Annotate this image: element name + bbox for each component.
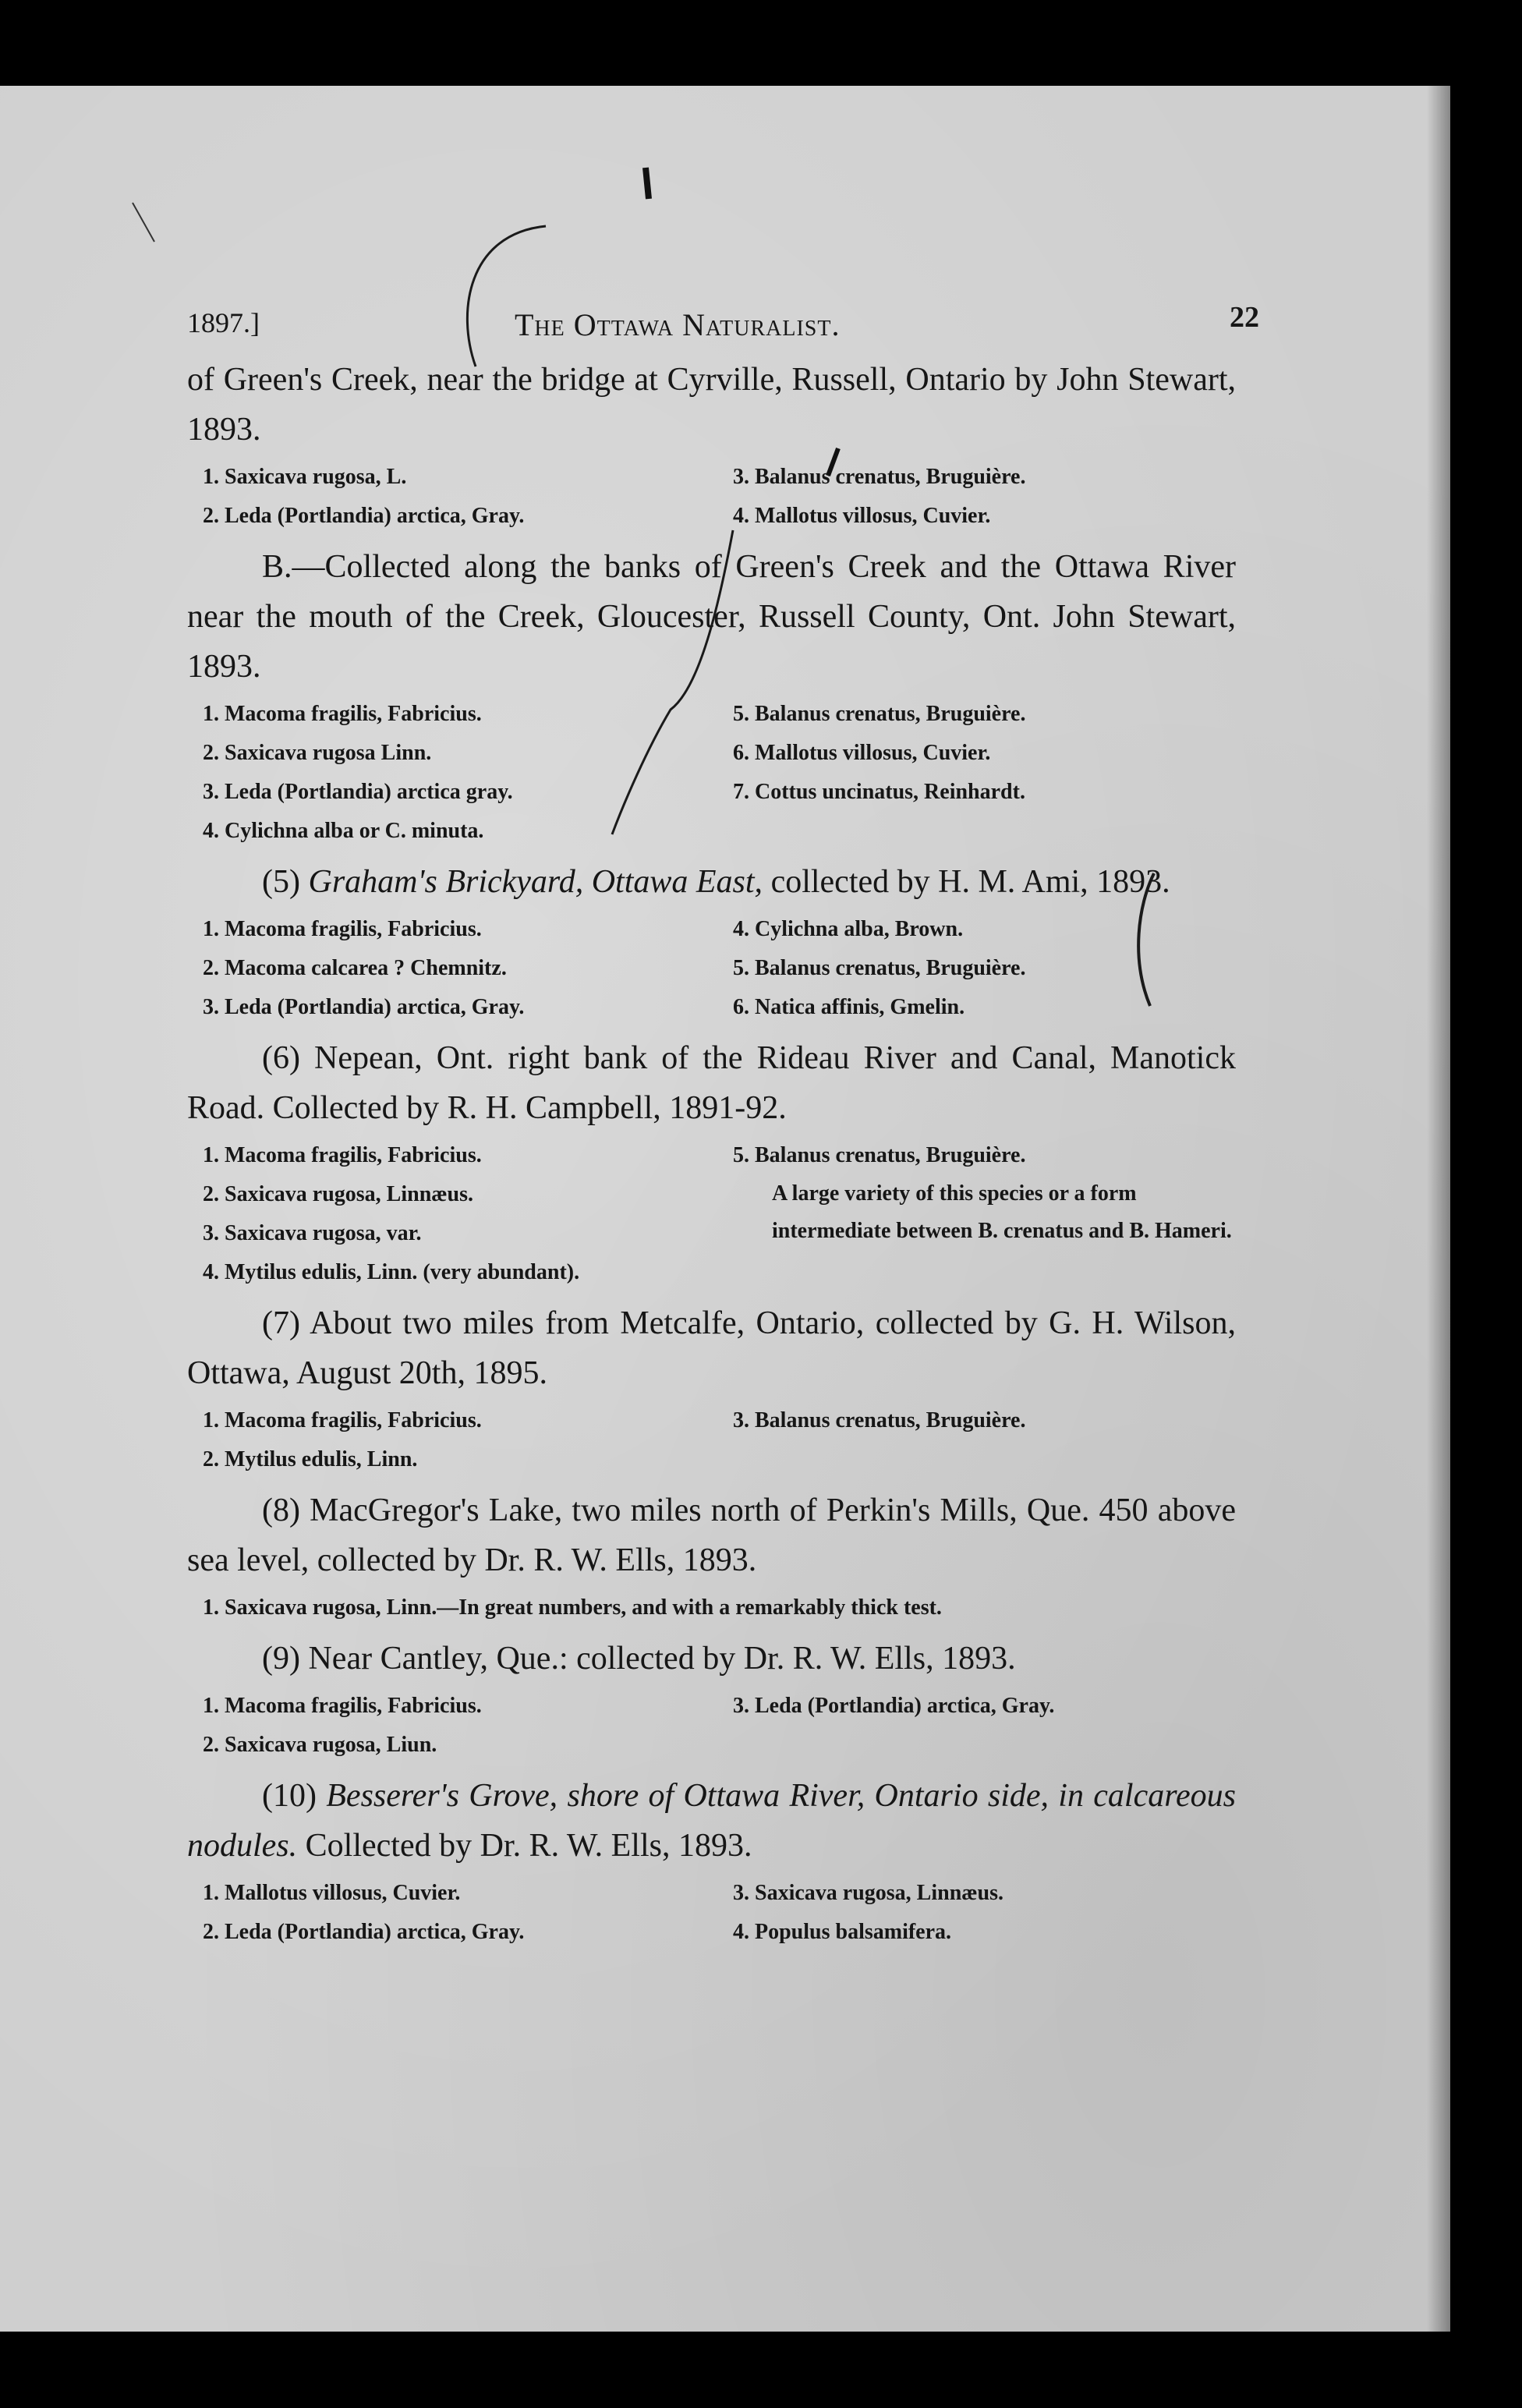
page-number: 22 [1230, 301, 1259, 334]
list-item: 1. Macoma fragilis, Fabricius. [203, 702, 482, 726]
species-list [203, 458, 1236, 536]
list-item: 1. Macoma fragilis, Fabricius. [203, 917, 482, 941]
species-note: A large variety of this species or a form intermediate between B. crenatus and B. Hameri. [772, 1181, 1232, 1243]
list-item: 4. Populus balsamifera. [733, 1920, 952, 1944]
list-item: 4. Cylichna alba, Brown. [733, 917, 964, 941]
paragraph: (9) Near Cantley, Que.: collected by Dr. R. W. Ells, 1893. [262, 1641, 1016, 1677]
paragraph-rest: collected by H. M. Ami, 1893. [763, 864, 1170, 900]
paragraph: B.—Collected along the banks of Green's Creek and the Ottawa River near the mouth of the Creek, Gloucester, Russell County, Ont. John Stewart, 1893. [187, 549, 1236, 685]
paragraph-prefix: (10) [262, 1778, 327, 1814]
list-item: 3. Saxicava rugosa, var. [203, 1221, 422, 1245]
paragraph-rest: Collected by Dr. R. W. Ells, 1893. [297, 1828, 752, 1864]
list-item: 1. Macoma fragilis, Fabricius. [203, 1694, 482, 1718]
paragraph-prefix: (5) [262, 864, 309, 900]
list-item: 5. Balanus crenatus, Bruguière. [733, 956, 1026, 980]
list-item: 1. Macoma fragilis, Fabricius. [203, 1143, 482, 1167]
paragraph: (8) MacGregor's Lake, two miles north of Perkin's Mills, Que. 450 above sea level, collected by Dr. R. W. Ells, 1893. [187, 1493, 1236, 1578]
list-item: 3. Saxicava rugosa, Linnæus. [733, 1881, 1003, 1905]
species-list [203, 1588, 1236, 1627]
locality-italic: Besserer's Grove, shore of Ottawa River, Ontario side, in calcareous nodules. [187, 1778, 1236, 1864]
list-item: 2. Macoma calcarea ? Chemnitz. [203, 956, 507, 980]
list-item: 3. Balanus crenatus, Bruguière. [733, 465, 1026, 489]
paragraph: of Green's Creek, near the bridge at Cyrville, Russell, Ontario by John Stewart, 1893. [187, 362, 1236, 448]
paragraph: (6) Nepean, Ont. right bank of the Rideau River and Canal, Manotick Road. Collected by R. H. Campbell, 1891-92. [187, 1040, 1236, 1126]
list-item: 7. Cottus uncinatus, Reinhardt. [733, 780, 1025, 804]
list-item: 2. Leda (Portlandia) arctica, Gray. [203, 1920, 525, 1944]
list-item: 2. Saxicava rugosa Linn. [203, 741, 432, 765]
header-year: 1897.] [187, 307, 260, 338]
species-list [203, 695, 1236, 851]
species-list [203, 910, 1236, 1027]
journal-title: The Ottawa Naturalist. [515, 307, 841, 342]
list-item: 2. Saxicava rugosa, Liun. [203, 1733, 437, 1757]
locality-italic: Graham's Brickyard, Ottawa East, [308, 864, 763, 900]
list-item: 3. Leda (Portlandia) arctica, Gray. [733, 1694, 1055, 1718]
list-item: 5. Balanus crenatus, Bruguière. [733, 702, 1026, 726]
list-item: 1. Saxicava rugosa, Linn.—In great numbers, and with a remarkably thick test. [203, 1595, 942, 1620]
species-list [203, 1874, 1236, 1952]
list-item: 3. Balanus crenatus, Bruguière. [733, 1408, 1026, 1432]
running-head [187, 300, 1259, 347]
list-item: 2. Saxicava rugosa, Linnæus. [203, 1182, 473, 1206]
list-item: 4. Mallotus villosus, Cuvier. [733, 504, 991, 528]
list-item: 3. Leda (Portlandia) arctica gray. [203, 780, 513, 804]
list-item: 1. Mallotus villosus, Cuvier. [203, 1881, 461, 1905]
species-list [203, 1687, 1236, 1765]
list-item: 5. Balanus crenatus, Bruguière. [733, 1143, 1026, 1167]
paragraph [187, 857, 1236, 907]
list-item: 6. Mallotus villosus, Cuvier. [733, 741, 991, 765]
list-item: 4. Cylichna alba or C. minuta. [203, 819, 484, 843]
list-item: 2. Mytilus edulis, Linn. [203, 1447, 418, 1471]
list-item: 1. Macoma fragilis, Fabricius. [203, 1408, 482, 1432]
list-item: 3. Leda (Portlandia) arctica, Gray. [203, 995, 525, 1019]
page-content [187, 300, 1259, 1958]
list-item: 6. Natica affinis, Gmelin. [733, 995, 965, 1019]
list-item: 1. Saxicava rugosa, L. [203, 465, 407, 489]
list-item: 4. Mytilus edulis, Linn. (very abundant). [203, 1260, 580, 1284]
paragraph [187, 1771, 1236, 1871]
paragraph: (7) About two miles from Metcalfe, Ontario, collected by G. H. Wilson, Ottawa, August 20th, 1895. [187, 1305, 1236, 1391]
species-list [203, 1136, 1236, 1292]
list-item: 2. Leda (Portlandia) arctica, Gray. [203, 504, 525, 528]
species-list [203, 1401, 1236, 1479]
